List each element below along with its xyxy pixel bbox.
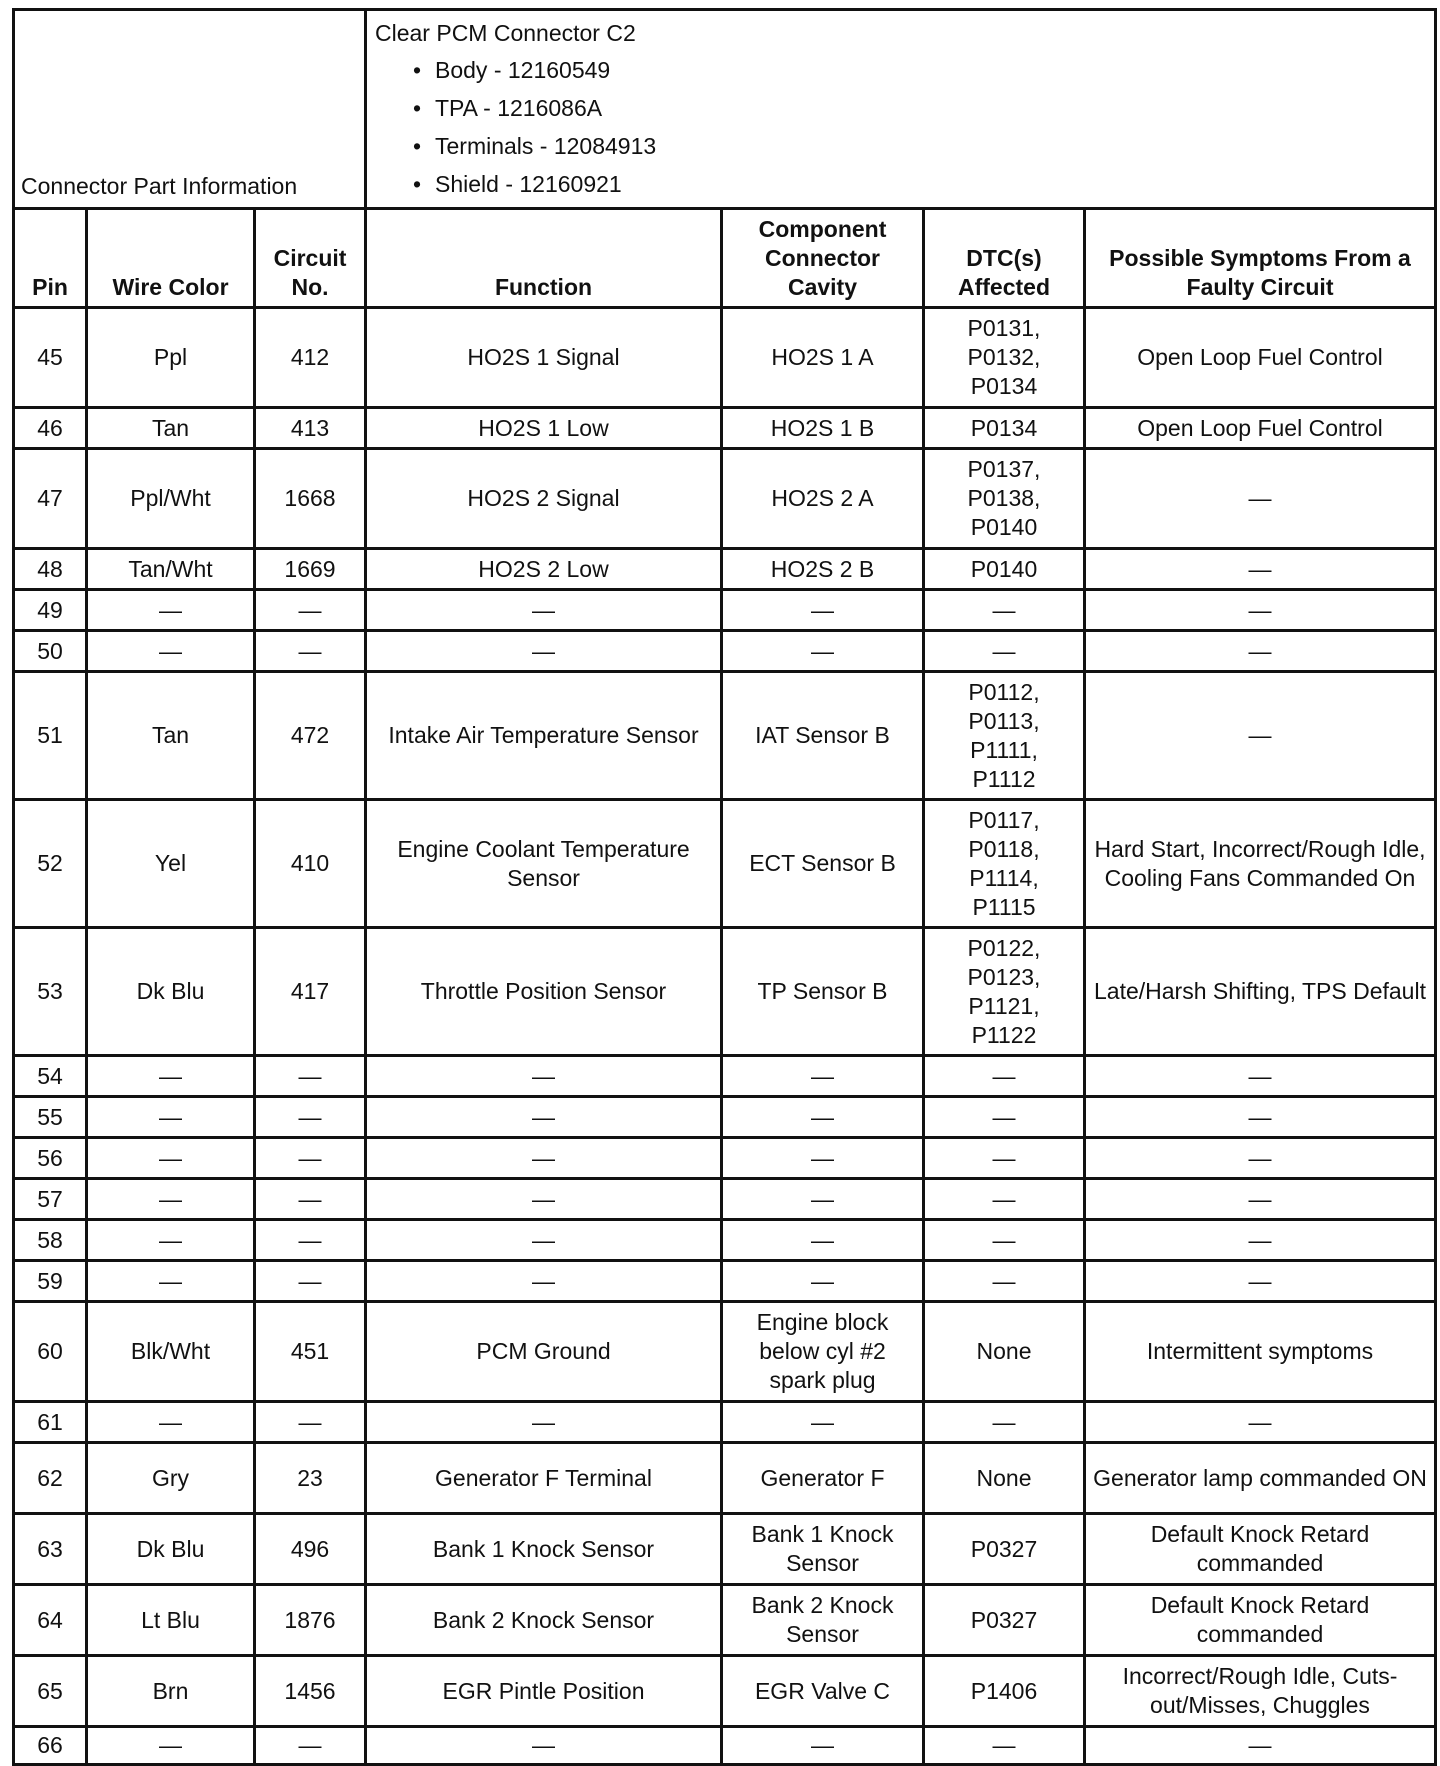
cavity-cell: ECT Sensor B [722,800,924,928]
pcm-connector-c2-table [12,8,1437,1766]
pin-cell: 61 [14,1402,87,1443]
header-possible-symptoms: Possible Symptoms From a Faulty Circuit [1085,209,1436,308]
symptoms-cell: — [1085,549,1436,590]
pin-cell: 64 [14,1585,87,1656]
symptoms-cell: — [1085,1179,1436,1220]
connector-info-block [366,10,1436,209]
pin-cell: 57 [14,1179,87,1220]
wire-color-cell: Dk Blu [87,1514,255,1585]
circuit-cell: 1668 [255,449,366,549]
pin-row-60 [14,1302,1436,1402]
wire-color-cell: Tan [87,408,255,449]
dtc-cell: — [924,1402,1085,1443]
circuit-cell: 1876 [255,1585,366,1656]
dtc-cell: — [924,1727,1085,1765]
circuit-cell: 413 [255,408,366,449]
function-cell: Bank 1 Knock Sensor [366,1514,722,1585]
connector-title: Clear PCM Connector C2 [375,20,636,46]
wire-color-cell: — [87,1261,255,1302]
cavity-cell: — [722,1402,924,1443]
wire-color-cell: — [87,1138,255,1179]
circuit-cell: 417 [255,928,366,1056]
pin-row-57 [14,1179,1436,1220]
symptoms-cell: Default Knock Retard commanded [1085,1514,1436,1585]
dtc-cell: P0131, P0132, P0134 [924,308,1085,408]
function-cell: — [366,1261,722,1302]
symptoms-cell: Hard Start, Incorrect/Rough Idle, Cooling Fans Commanded On [1085,800,1436,928]
function-cell: — [366,1402,722,1443]
cavity-cell: — [722,1097,924,1138]
dtc-cell: — [924,1261,1085,1302]
column-header-row [14,209,1436,308]
cavity-cell: IAT Sensor B [722,672,924,800]
circuit-cell: 412 [255,308,366,408]
circuit-cell: — [255,590,366,631]
function-cell: Generator F Terminal [366,1443,722,1514]
function-cell: — [366,1097,722,1138]
dtc-cell: — [924,1056,1085,1097]
dtc-cell: P0117, P0118, P1114, P1115 [924,800,1085,928]
pin-cell: 54 [14,1056,87,1097]
pin-cell: 58 [14,1220,87,1261]
part-shield: • Shield - 12160921 [413,165,1426,203]
symptoms-cell: Late/Harsh Shifting, TPS Default [1085,928,1436,1056]
pin-row-50 [14,631,1436,672]
dtc-cell: P0327 [924,1514,1085,1585]
function-cell: Bank 2 Knock Sensor [366,1585,722,1656]
circuit-cell: — [255,1727,366,1765]
header-circuit-no: Circuit No. [255,209,366,308]
pin-cell: 50 [14,631,87,672]
dtc-cell: P0112, P0113, P1111, P1112 [924,672,1085,800]
function-cell: HO2S 2 Signal [366,449,722,549]
pin-cell: 46 [14,408,87,449]
cavity-cell: — [722,1179,924,1220]
circuit-cell: 410 [255,800,366,928]
cavity-cell: — [722,1727,924,1765]
header-wire-color: Wire Color [87,209,255,308]
pin-cell: 45 [14,308,87,408]
pin-rows [14,308,1436,1765]
cavity-cell: Engine block below cyl #2 spark plug [722,1302,924,1402]
circuit-cell: — [255,1138,366,1179]
pin-row-62 [14,1443,1436,1514]
header-pin: Pin [14,209,87,308]
function-cell: HO2S 1 Signal [366,308,722,408]
pin-cell: 52 [14,800,87,928]
cavity-cell: — [722,631,924,672]
wire-color-cell: Tan [87,672,255,800]
connector-parts-list [375,51,1426,203]
connector-info-row [14,10,1436,209]
symptoms-cell: — [1085,1138,1436,1179]
dtc-cell: — [924,1220,1085,1261]
wire-color-cell: — [87,631,255,672]
pin-cell: 63 [14,1514,87,1585]
cavity-cell: — [722,1056,924,1097]
part-tpa: • TPA - 1216086A [413,89,1426,127]
symptoms-cell: — [1085,1220,1436,1261]
circuit-cell: — [255,1179,366,1220]
pin-cell: 62 [14,1443,87,1514]
circuit-cell: — [255,631,366,672]
wire-color-cell: Tan/Wht [87,549,255,590]
function-cell: EGR Pintle Position [366,1656,722,1727]
function-cell: — [366,1138,722,1179]
symptoms-cell: Default Knock Retard commanded [1085,1585,1436,1656]
pin-cell: 51 [14,672,87,800]
circuit-cell: 496 [255,1514,366,1585]
symptoms-cell: Open Loop Fuel Control [1085,308,1436,408]
pin-row-56 [14,1138,1436,1179]
circuit-cell: 1669 [255,549,366,590]
wire-color-cell: — [87,590,255,631]
symptoms-cell: — [1085,1056,1436,1097]
dtc-cell: — [924,1097,1085,1138]
pin-row-45 [14,308,1436,408]
part-terminals: • Terminals - 12084913 [413,127,1426,165]
function-cell: — [366,1727,722,1765]
pin-cell: 65 [14,1656,87,1727]
symptoms-cell: — [1085,1402,1436,1443]
pin-cell: 49 [14,590,87,631]
pin-row-47 [14,449,1436,549]
pin-cell: 60 [14,1302,87,1402]
pin-cell: 55 [14,1097,87,1138]
pin-row-66 [14,1727,1436,1765]
pin-row-65 [14,1656,1436,1727]
wire-color-cell: Blk/Wht [87,1302,255,1402]
pin-cell: 48 [14,549,87,590]
cavity-cell: — [722,1261,924,1302]
pin-cell: 59 [14,1261,87,1302]
header-component-cavity: Component Connector Cavity [722,209,924,308]
symptoms-cell: Intermittent symptoms [1085,1302,1436,1402]
pin-row-52 [14,800,1436,928]
wire-color-cell: Lt Blu [87,1585,255,1656]
wire-color-cell: Ppl [87,308,255,408]
circuit-cell: 1456 [255,1656,366,1727]
pin-cell: 56 [14,1138,87,1179]
pin-row-63 [14,1514,1436,1585]
dtc-cell: — [924,631,1085,672]
symptoms-cell: — [1085,631,1436,672]
symptoms-cell: Generator lamp commanded ON [1085,1443,1436,1514]
dtc-cell: — [924,1179,1085,1220]
dtc-cell: P0140 [924,549,1085,590]
pin-row-53 [14,928,1436,1056]
wire-color-cell: Brn [87,1656,255,1727]
wire-color-cell: — [87,1727,255,1765]
part-body: • Body - 12160549 [413,51,1426,89]
function-cell: — [366,1179,722,1220]
cavity-cell: — [722,590,924,631]
header-dtc-affected: DTC(s) Affected [924,209,1085,308]
dtc-cell: — [924,1138,1085,1179]
function-cell: — [366,590,722,631]
pin-cell: 47 [14,449,87,549]
circuit-cell: — [255,1261,366,1302]
symptoms-cell: — [1085,1727,1436,1765]
function-cell: HO2S 1 Low [366,408,722,449]
function-cell: — [366,1220,722,1261]
symptoms-cell: Open Loop Fuel Control [1085,408,1436,449]
circuit-cell: 472 [255,672,366,800]
circuit-cell: 23 [255,1443,366,1514]
cavity-cell: HO2S 1 B [722,408,924,449]
dtc-cell: P0122, P0123, P1121, P1122 [924,928,1085,1056]
pin-row-46 [14,408,1436,449]
function-cell: Engine Coolant Temperature Sensor [366,800,722,928]
wire-color-cell: — [87,1097,255,1138]
dtc-cell: P1406 [924,1656,1085,1727]
symptoms-cell: — [1085,590,1436,631]
wire-color-cell: Gry [87,1443,255,1514]
cavity-cell: Generator F [722,1443,924,1514]
pin-row-51 [14,672,1436,800]
dtc-cell: — [924,590,1085,631]
cavity-cell: HO2S 2 B [722,549,924,590]
pin-row-54 [14,1056,1436,1097]
function-cell: Intake Air Temperature Sensor [366,672,722,800]
function-cell: — [366,1056,722,1097]
pin-row-48 [14,549,1436,590]
symptoms-cell: — [1085,1097,1436,1138]
wire-color-cell: Ppl/Wht [87,449,255,549]
wire-color-cell: — [87,1056,255,1097]
pin-cell: 53 [14,928,87,1056]
function-cell: — [366,631,722,672]
symptoms-cell: — [1085,1261,1436,1302]
function-cell: PCM Ground [366,1302,722,1402]
dtc-cell: None [924,1302,1085,1402]
pin-row-59 [14,1261,1436,1302]
dtc-cell: P0134 [924,408,1085,449]
header-function: Function [366,209,722,308]
symptoms-cell: — [1085,449,1436,549]
circuit-cell: — [255,1056,366,1097]
wire-color-cell: — [87,1220,255,1261]
pin-row-58 [14,1220,1436,1261]
cavity-cell: — [722,1138,924,1179]
cavity-cell: EGR Valve C [722,1656,924,1727]
dtc-cell: None [924,1443,1085,1514]
cavity-cell: Bank 2 Knock Sensor [722,1585,924,1656]
circuit-cell: 451 [255,1302,366,1402]
pin-row-61 [14,1402,1436,1443]
cavity-cell: TP Sensor B [722,928,924,1056]
pin-cell: 66 [14,1727,87,1765]
circuit-cell: — [255,1402,366,1443]
circuit-cell: — [255,1097,366,1138]
cavity-cell: — [722,1220,924,1261]
dtc-cell: P0327 [924,1585,1085,1656]
symptoms-cell: Incorrect/Rough Idle, Cuts-out/Misses, Chuggles [1085,1656,1436,1727]
dtc-cell: P0137, P0138, P0140 [924,449,1085,549]
wire-color-cell: Dk Blu [87,928,255,1056]
cavity-cell: Bank 1 Knock Sensor [722,1514,924,1585]
circuit-cell: — [255,1220,366,1261]
wire-color-cell: Yel [87,800,255,928]
connector-part-info-label: Connector Part Information [14,10,366,209]
pin-row-64 [14,1585,1436,1656]
wire-color-cell: — [87,1402,255,1443]
pin-row-49 [14,590,1436,631]
cavity-cell: HO2S 1 A [722,308,924,408]
cavity-cell: HO2S 2 A [722,449,924,549]
function-cell: Throttle Position Sensor [366,928,722,1056]
function-cell: HO2S 2 Low [366,549,722,590]
pin-row-55 [14,1097,1436,1138]
symptoms-cell: — [1085,672,1436,800]
wire-color-cell: — [87,1179,255,1220]
